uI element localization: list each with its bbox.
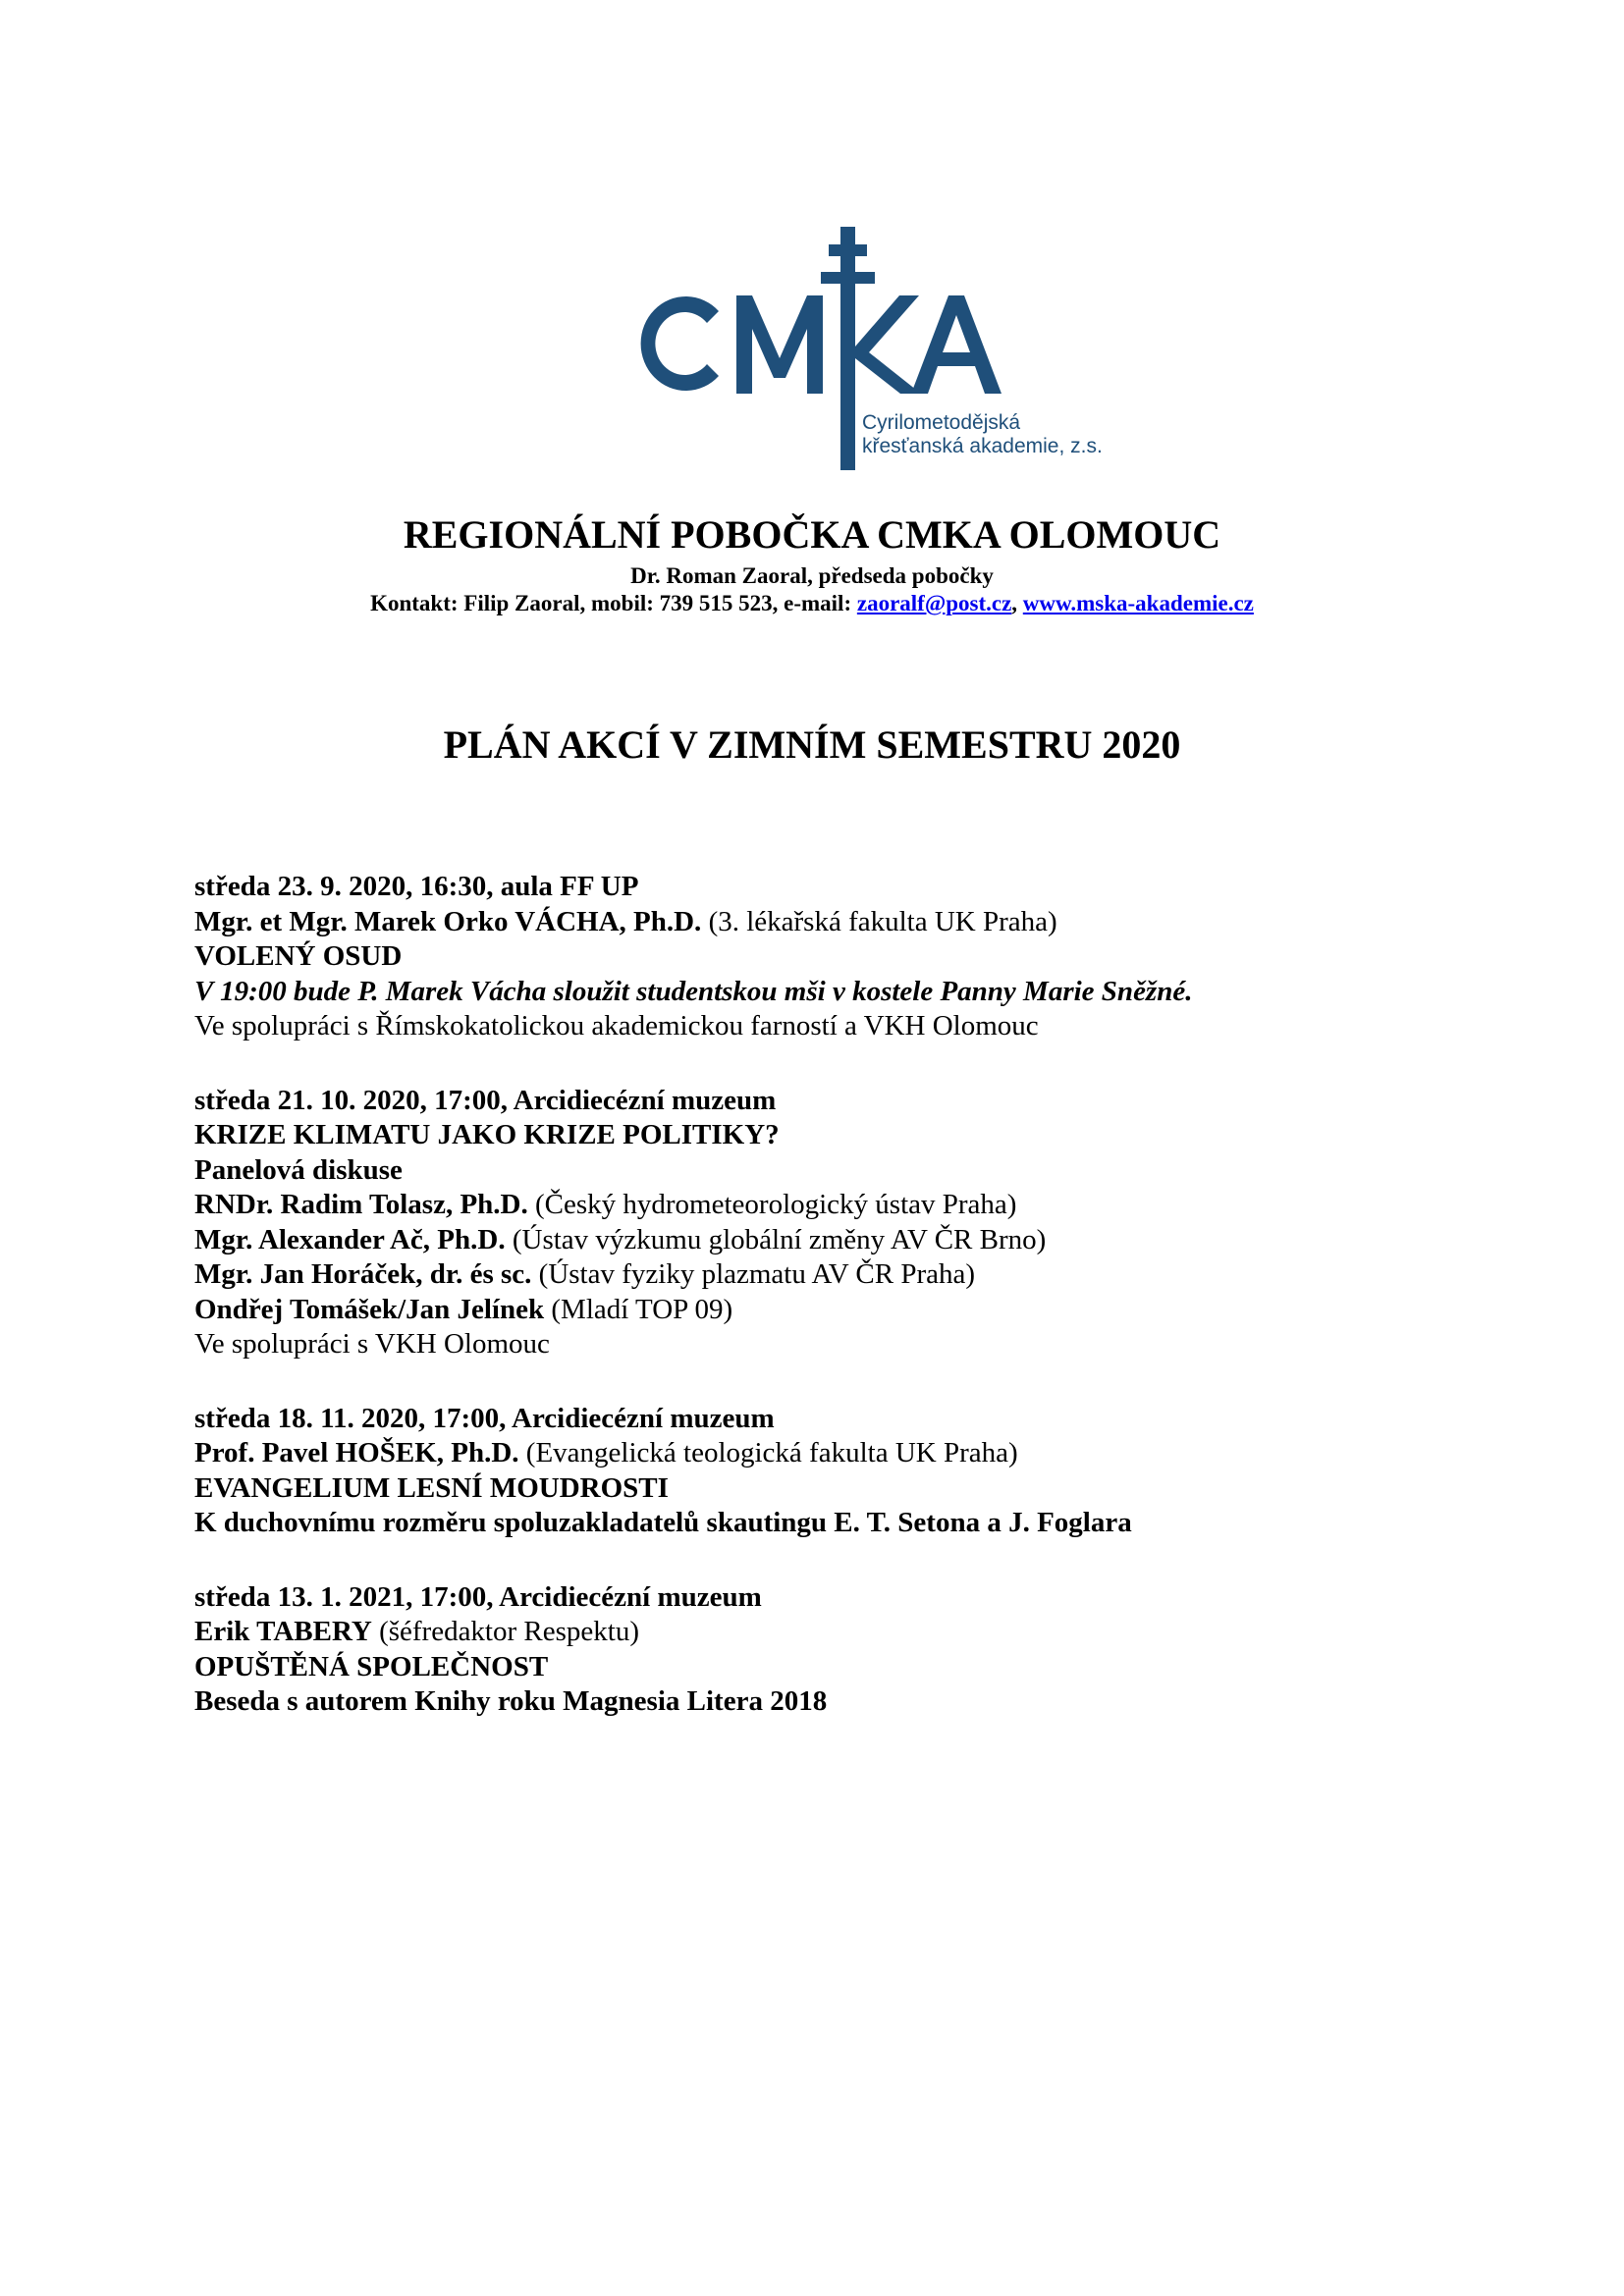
cmka-logo	[628, 221, 1103, 476]
event-note: V 19:00 bude P. Marek Vácha sloužit studentskou mši v kostele Panny Marie Sněžné.	[194, 975, 1193, 1007]
cross-bar-top	[829, 244, 867, 256]
panelist	[194, 1223, 1490, 1258]
event-title: EVANGELIUM LESNÍ MOUDROSTI	[194, 1471, 669, 1504]
speaker-affiliation: (3. lékařská fakulta UK Praha)	[701, 905, 1057, 937]
event-date: středa 13. 1. 2021, 17:00, Arcidiecézní muzeum	[194, 1580, 762, 1613]
panelist-affiliation: (Ústav fyziky plazmatu AV ČR Praha)	[531, 1258, 976, 1290]
letter-k-arms	[855, 295, 921, 394]
panelist-name: Ondřej Tomášek/Jan Jelínek	[194, 1293, 545, 1325]
speaker-affiliation: (Evangelická teologická fakulta UK Praha)	[518, 1437, 1018, 1468]
speaker-affiliation: (šéfredaktor Respektu)	[371, 1616, 639, 1647]
panelist-affiliation: (Mladí TOP 09)	[544, 1293, 733, 1325]
event-3	[194, 1402, 1490, 1541]
branch-chair: Dr. Roman Zaoral, předseda pobočky	[630, 563, 994, 588]
website-link[interactable]: www.mska-akademie.cz	[1022, 591, 1254, 615]
speaker-name: Erik TABERY	[194, 1616, 372, 1647]
event-title: VOLENÝ OSUD	[194, 940, 403, 972]
event-date: středa 18. 11. 2020, 17:00, Arcidiecézní muzeum	[194, 1402, 775, 1434]
cmka-logo-graphic	[628, 221, 1103, 476]
panelist-name: Mgr. Alexander Ač, Ph.D.	[194, 1223, 506, 1255]
panelist	[194, 1188, 1490, 1223]
panelist-name: Mgr. Jan Horáček, dr. és sc.	[194, 1258, 532, 1290]
logo-subtitle-line2: křesťanská akademie, z.s.	[862, 435, 1103, 457]
contact-separator: ,	[1011, 591, 1023, 615]
event-cooperation: Ve spolupráci s Římskokatolickou akademickou farností a VKH Olomouc	[194, 1010, 1039, 1041]
cross-stem	[840, 227, 855, 470]
event-subtitle: Panelová diskuse	[194, 1153, 403, 1186]
speaker-name: Mgr. et Mgr. Marek Orko VÁCHA, Ph.D.	[194, 905, 702, 937]
speaker-name: Prof. Pavel HOŠEK, Ph.D.	[194, 1437, 519, 1468]
panelist-affiliation: (Ústav výzkumu globální změny AV ČR Brno)	[505, 1223, 1047, 1255]
letter-m-shape	[736, 295, 823, 394]
event-speaker	[194, 1615, 1490, 1650]
email-link[interactable]: zaoralf@post.cz	[856, 591, 1012, 615]
letter-c-shape	[641, 296, 719, 391]
branch-contact	[0, 590, 1624, 617]
cross-bar-bottom	[821, 272, 875, 284]
panelist-name: RNDr. Radim Tolasz, Ph.D.	[194, 1189, 528, 1220]
branch-title: REGIONÁLNÍ POBOČKA CMKA OLOMOUC	[403, 512, 1221, 557]
event-4	[194, 1580, 1490, 1720]
logo-subtitle-line1: Cyrilometodějská	[862, 411, 1021, 434]
event-subtitle: K duchovnímu rozměru spoluzakladatelů skautingu E. T. Setona a J. Foglara	[194, 1507, 1132, 1538]
letter-a-shape	[911, 295, 1001, 394]
event-subtitle: Beseda s autorem Knihy roku Magnesia Litera 2018	[194, 1685, 828, 1717]
panelist-affiliation: (Český hydrometeorologický ústav Praha)	[527, 1189, 1017, 1220]
event-list	[194, 870, 1490, 1759]
event-title: OPUŠTĚNÁ SPOLEČNOST	[194, 1650, 549, 1682]
event-title: KRIZE KLIMATU JAKO KRIZE POLITIKY?	[194, 1119, 780, 1150]
event-speaker	[194, 905, 1490, 940]
event-1	[194, 870, 1490, 1044]
event-cooperation: Ve spolupráci s VKH Olomouc	[194, 1328, 550, 1360]
event-speaker	[194, 1436, 1490, 1471]
event-date: středa 23. 9. 2020, 16:30, aula FF UP	[194, 871, 639, 902]
panelist	[194, 1257, 1490, 1293]
contact-text: Kontakt: Filip Zaoral, mobil: 739 515 523, e-mail:	[370, 591, 857, 615]
panelist	[194, 1293, 1490, 1328]
event-2	[194, 1084, 1490, 1362]
event-date: středa 21. 10. 2020, 17:00, Arcidiecézní muzeum	[194, 1084, 777, 1116]
plan-title: PLÁN AKCÍ V ZIMNÍM SEMESTRU 2020	[443, 722, 1181, 767]
